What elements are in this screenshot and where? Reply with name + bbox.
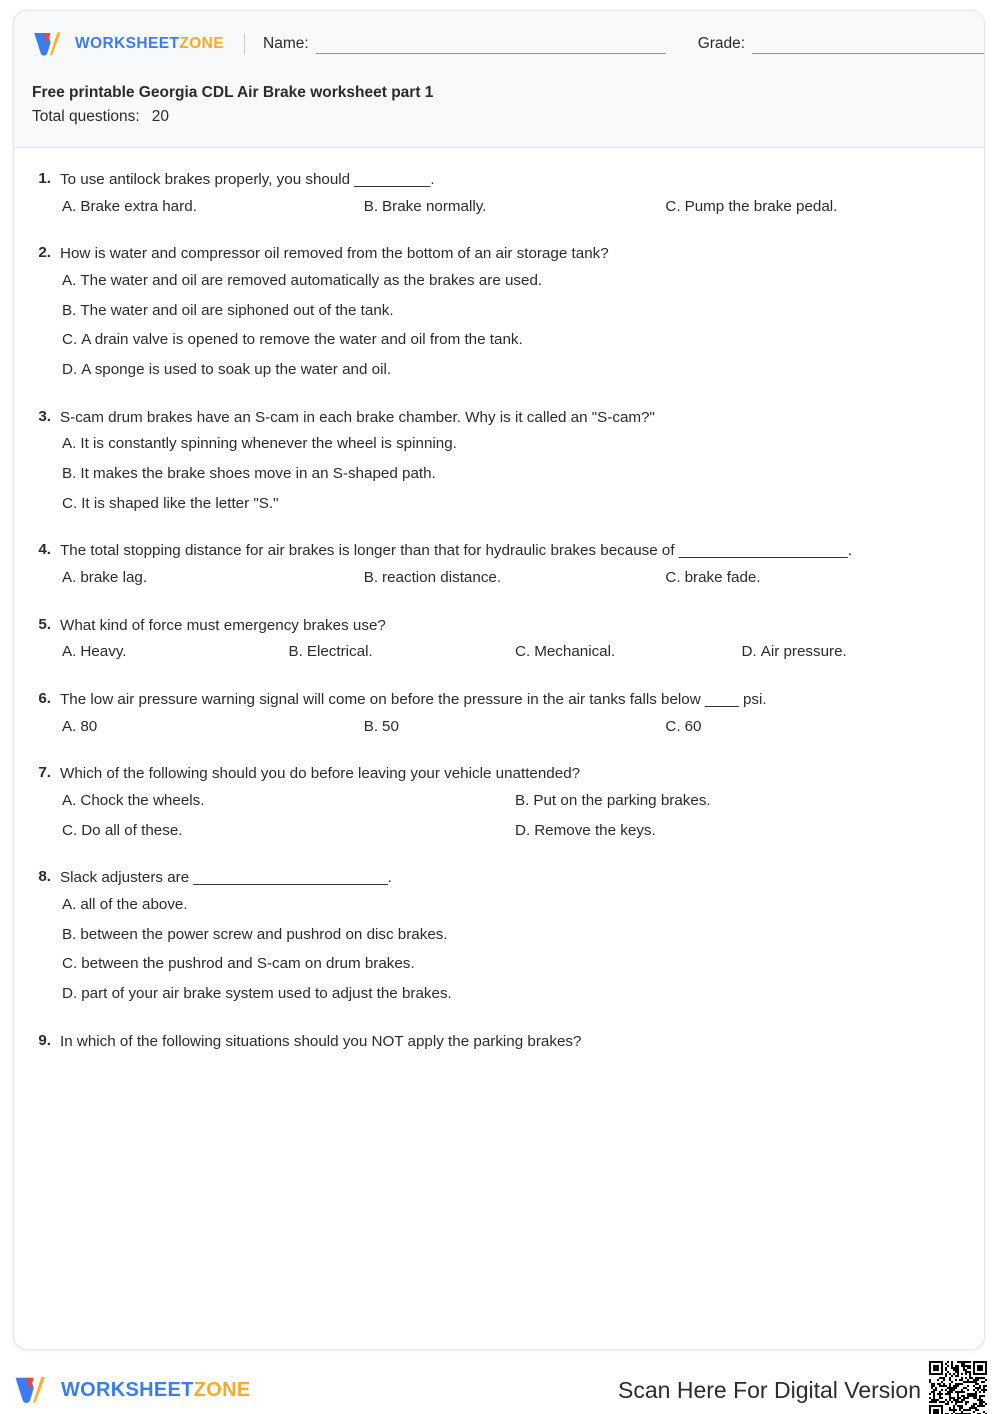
answer-text: Heavy.	[80, 643, 127, 661]
answer-text: part of your air brake system used to adjust the brakes.	[81, 985, 452, 1002]
answer-text: 80	[80, 717, 98, 735]
answer-option[interactable]	[60, 821, 513, 842]
answer-text: Pump the brake pedal.	[684, 197, 838, 215]
answer-letter: A.	[62, 643, 77, 661]
answer-option[interactable]	[663, 197, 965, 218]
question-item	[32, 408, 966, 524]
answer-text: brake lag.	[80, 569, 148, 586]
scan-here-text: Scan Here For Digital Version	[618, 1376, 921, 1403]
question-number: 8.	[38, 868, 51, 886]
question-text: To use antilock brakes properly, you should _________.	[60, 171, 435, 188]
question-number: 3.	[38, 407, 51, 425]
answer-letter: C.	[62, 955, 78, 973]
question-spacer	[32, 746, 966, 764]
question-body	[60, 868, 966, 1013]
grade-label: Grade:	[697, 34, 746, 52]
name-label: Name:	[263, 34, 309, 52]
question-spacer	[32, 390, 966, 408]
question-text: The total stopping distance for air brakes is longer than that for hydraulic brakes because of ____________________.	[60, 542, 852, 560]
question-item	[32, 764, 966, 850]
answer-letter: A.	[62, 717, 77, 735]
answer-letter: B.	[363, 717, 379, 735]
answer-option[interactable]	[60, 954, 966, 975]
answer-option[interactable]	[362, 568, 664, 589]
question-item	[32, 170, 966, 226]
answer-letter: C.	[665, 569, 681, 586]
question-spacer	[32, 1014, 966, 1032]
answer-letter: B.	[515, 792, 530, 810]
answer-letter: B.	[62, 301, 77, 319]
grade-write-line[interactable]	[752, 37, 985, 54]
answer-letter: D.	[741, 643, 757, 661]
question-body	[60, 764, 966, 850]
answer-text: A sponge is used to soak up the water and oil.	[81, 361, 392, 378]
footer-wordmark-worksheet: WORKSHEET	[61, 1379, 194, 1401]
answer-letter: A.	[62, 896, 77, 914]
answer-text: Mechanical.	[534, 643, 616, 661]
question-number: 7.	[38, 764, 51, 782]
answer-option[interactable]	[60, 984, 966, 1005]
name-write-line[interactable]	[316, 37, 666, 54]
worksheet-zone-logo-icon	[13, 1375, 51, 1405]
question-text: In which of the following situations should you NOT apply the parking brakes?	[60, 1032, 582, 1050]
question-body	[60, 541, 966, 597]
answer-letter: C.	[62, 331, 78, 349]
answer-options	[60, 642, 966, 672]
answer-letter: A.	[62, 435, 77, 453]
total-questions-count: 20	[151, 108, 169, 126]
worksheet-header	[14, 11, 984, 148]
name-field[interactable]	[263, 35, 666, 54]
answer-options	[60, 271, 966, 380]
answer-letter: C.	[62, 821, 78, 839]
answer-option[interactable]	[513, 791, 966, 812]
answer-letter: D.	[62, 361, 78, 378]
answer-text: Remove the keys.	[534, 821, 656, 839]
question-text: What kind of force must emergency brakes use?	[60, 616, 386, 634]
question-spacer	[32, 672, 966, 690]
answer-option[interactable]	[60, 925, 966, 946]
question-spacer	[32, 1056, 966, 1074]
question-number: 6.	[38, 690, 51, 707]
answer-text: reaction distance.	[382, 569, 502, 586]
question-body	[60, 170, 966, 226]
question-body	[60, 244, 966, 389]
answer-option[interactable]	[663, 717, 965, 738]
footer-brand-wordmark	[61, 1380, 250, 1400]
answer-option[interactable]	[513, 642, 740, 663]
answer-letter: D.	[515, 821, 531, 839]
question-list	[14, 148, 984, 1084]
answer-option[interactable]	[60, 360, 966, 381]
answer-letter: A.	[62, 792, 77, 810]
answer-option[interactable]	[60, 494, 966, 515]
question-number: 2.	[38, 244, 51, 262]
qr-code-icon[interactable]	[929, 1361, 987, 1414]
answer-letter: B.	[288, 643, 303, 661]
answer-option[interactable]	[663, 568, 965, 589]
answer-option[interactable]	[60, 568, 362, 589]
question-item	[32, 690, 966, 746]
answer-options	[60, 434, 966, 514]
answer-letter: C.	[62, 494, 78, 512]
answer-text: It is shaped like the letter "S."	[81, 494, 279, 512]
answer-letter: A.	[62, 272, 77, 290]
answer-option[interactable]	[287, 642, 514, 663]
answer-letter: B.	[62, 925, 77, 943]
question-number: 9.	[38, 1031, 51, 1049]
brand-logo	[32, 31, 224, 57]
answer-option[interactable]	[60, 271, 966, 292]
answer-option[interactable]	[513, 821, 966, 842]
answer-option[interactable]	[362, 717, 664, 738]
question-spacer	[32, 523, 966, 541]
answer-text: between the pushrod and S-cam on drum brakes.	[81, 955, 415, 973]
answer-text: brake fade.	[684, 569, 761, 586]
answer-option[interactable]	[362, 197, 664, 218]
question-text: Which of the following should you do before leaving your vehicle unattended?	[60, 765, 581, 783]
worksheet-card	[13, 10, 985, 1350]
header-top-row	[32, 29, 966, 59]
answer-text: It makes the brake shoes move in an S-shaped path.	[80, 465, 436, 482]
page-footer	[13, 1366, 987, 1414]
answer-letter: C.	[665, 197, 681, 215]
answer-options	[60, 791, 966, 850]
answer-letter: B.	[363, 197, 379, 215]
answer-options	[60, 895, 966, 1004]
brand-wordmark	[75, 36, 224, 52]
answer-text: Brake normally.	[382, 197, 487, 215]
answer-text: A drain valve is opened to remove the water and oil from the tank.	[81, 331, 523, 349]
question-number: 5.	[38, 615, 51, 633]
answer-option[interactable]	[60, 301, 966, 322]
answer-text: 60	[684, 717, 702, 735]
answer-option[interactable]	[60, 330, 966, 351]
answer-text: The water and oil are siphoned out of the tank.	[80, 301, 394, 319]
question-item	[32, 868, 966, 1013]
brand-wordmark-zone: ZONE	[179, 35, 225, 53]
answer-text: Chock the wheels.	[80, 792, 205, 810]
answer-letter: C.	[665, 717, 681, 735]
answer-text: Electrical.	[306, 643, 373, 661]
answer-text: Do all of these.	[81, 821, 183, 839]
answer-letter: C.	[515, 643, 531, 661]
question-spacer	[32, 226, 966, 244]
question-text: The low air pressure warning signal will come on before the pressure in the air tanks falls below ____ psi.	[60, 691, 767, 708]
question-body	[60, 690, 966, 746]
footer-wordmark-zone: ZONE	[193, 1379, 251, 1401]
grade-field[interactable]	[698, 35, 985, 54]
total-questions-row	[32, 105, 966, 129]
question-body	[60, 616, 966, 672]
answer-letter: A.	[62, 569, 77, 586]
answer-option[interactable]	[60, 464, 966, 485]
answer-option[interactable]	[60, 197, 362, 218]
header-divider	[244, 33, 245, 55]
answer-text: all of the above.	[80, 896, 188, 914]
answer-option[interactable]	[60, 895, 966, 916]
answer-text: Put on the parking brakes.	[533, 792, 711, 810]
answer-text: 50	[382, 717, 399, 735]
question-number: 1.	[38, 170, 51, 187]
answer-letter: A.	[62, 197, 77, 215]
total-questions-label: Total questions:	[32, 108, 140, 126]
answer-option[interactable]	[60, 717, 362, 738]
question-spacer	[32, 850, 966, 868]
footer-scan-group	[618, 1361, 987, 1414]
question-number: 4.	[38, 541, 51, 559]
brand-wordmark-worksheet: WORKSHEET	[75, 35, 180, 53]
answer-option[interactable]	[60, 642, 287, 663]
question-item	[32, 616, 966, 672]
question-body	[60, 408, 966, 524]
question-spacer	[32, 598, 966, 616]
answer-options	[60, 568, 966, 598]
answer-option[interactable]	[60, 434, 966, 455]
question-text: How is water and compressor oil removed from the bottom of an air storage tank?	[60, 245, 609, 263]
question-item	[32, 1032, 966, 1057]
answer-option[interactable]	[740, 642, 967, 663]
question-item	[32, 541, 966, 597]
question-text: S-cam drum brakes have an S-cam in each brake chamber. Why is it called an "S-cam?"	[60, 408, 655, 426]
question-body	[60, 1032, 966, 1057]
worksheet-title: Free printable Georgia CDL Air Brake worksheet part 1	[32, 84, 434, 101]
question-text: Slack adjusters are _______________________.	[60, 869, 392, 887]
answer-letter: B.	[62, 465, 77, 482]
footer-brand-logo	[13, 1375, 250, 1405]
answer-options	[60, 197, 966, 227]
answer-text: The water and oil are removed automatically as the brakes are used.	[80, 272, 543, 290]
answer-text: It is constantly spinning whenever the wheel is spinning.	[80, 435, 457, 453]
answer-options	[60, 717, 966, 747]
answer-letter: B.	[363, 569, 379, 586]
answer-text: Air pressure.	[760, 643, 847, 661]
answer-option[interactable]	[60, 791, 513, 812]
question-item	[32, 244, 966, 389]
answer-text: Brake extra hard.	[80, 197, 197, 215]
worksheet-zone-logo-icon	[32, 31, 66, 57]
answer-letter: D.	[62, 985, 78, 1002]
answer-text: between the power screw and pushrod on disc brakes.	[80, 925, 448, 943]
